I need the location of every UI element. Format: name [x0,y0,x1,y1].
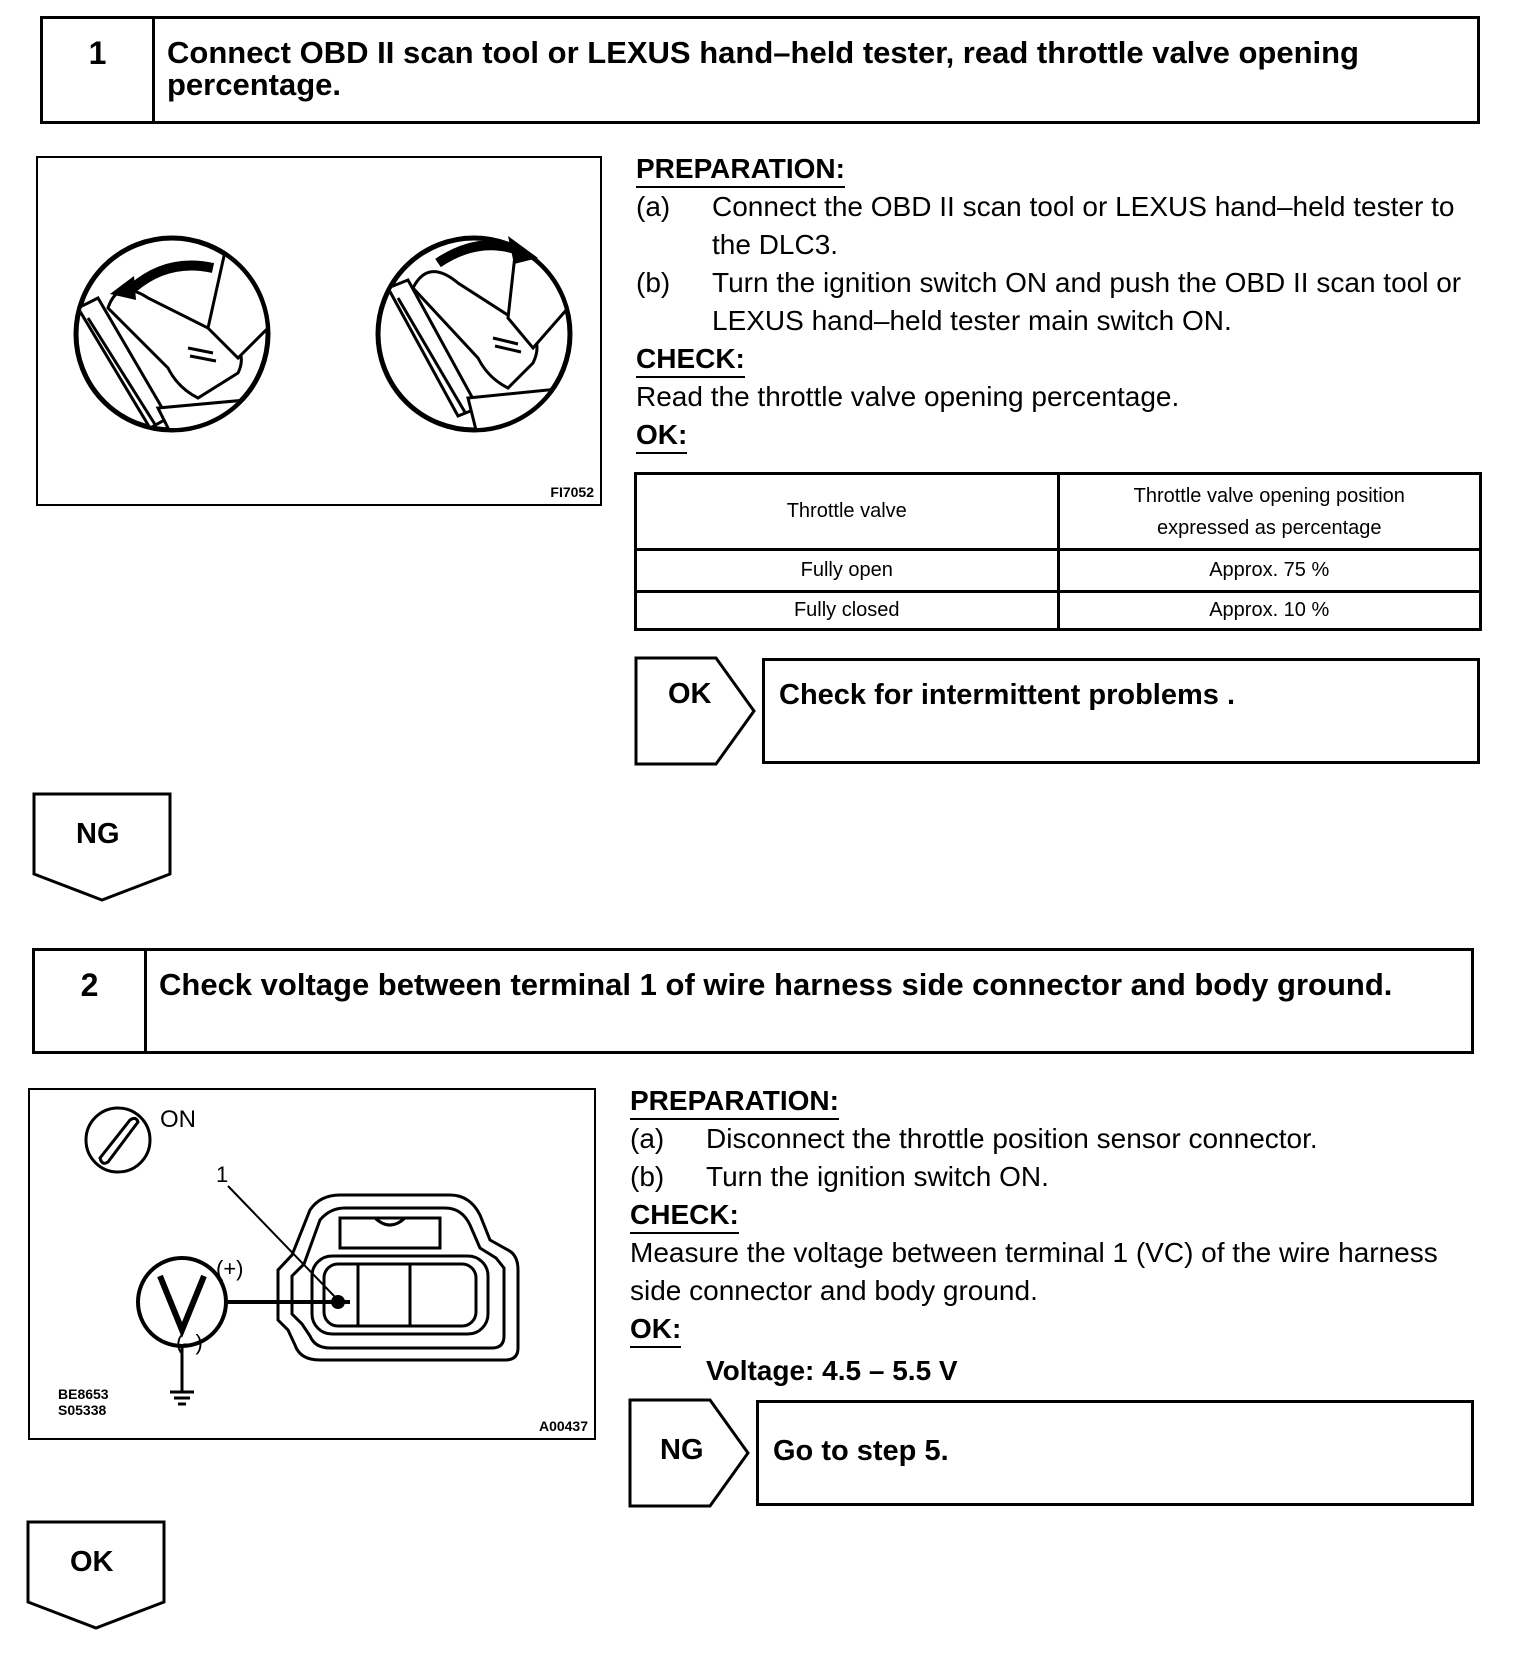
step-2-header [32,948,1474,1054]
preparation-heading: PREPARATION: [636,152,845,188]
pedal-pressed-drawing [378,228,578,438]
pedal-illustration [38,158,600,504]
step-2-instructions [630,1082,1480,1390]
table-header-cell: Throttle valve [636,474,1059,550]
voltage-check-figure [28,1088,596,1440]
table-cell: Fully closed [636,592,1059,630]
table-cell: Approx. 10 % [1058,592,1481,630]
terminal-leader-line [228,1186,336,1298]
figure-code: A00437 [538,1418,588,1434]
table-row [636,592,1481,630]
preparation-heading: PREPARATION: [630,1084,839,1120]
check-heading: CHECK: [630,1198,739,1234]
ignition-switch-icon [86,1108,150,1172]
figure-code: S05338 [58,1402,107,1418]
ok-result-box: Check for intermittent problems . [762,658,1480,764]
prep-label: (a) [630,1123,665,1154]
prep-item-a [636,188,1486,264]
ok-tag-label: OK [668,678,712,710]
check-text: Read the throttle valve opening percentage. [636,381,1180,412]
table-header-cell: Throttle valve opening position expressed as percentage [1058,474,1481,550]
check-text: Measure the voltage between terminal 1 (VC) of the wire harness side connector and body ground. [630,1237,1438,1306]
ng-result-box: Go to step 5. [756,1400,1474,1506]
step-title: Connect OBD II scan tool or LEXUS hand–held tester, read throttle valve opening percentage. [167,35,1359,102]
step-title: Check voltage between terminal 1 of wire harness side connector and body ground. [159,967,1393,1002]
ok-tag-label: OK [70,1546,114,1578]
step-1-instructions [636,150,1486,454]
check-heading: CHECK: [636,342,745,378]
table-cell: Fully open [636,550,1059,592]
table-row [636,550,1481,592]
prep-text: Disconnect the throttle position sensor connector. [706,1123,1318,1154]
sensor-connector-drawing [278,1195,518,1360]
prep-text: Turn the ignition switch ON. [706,1161,1049,1192]
prep-item-b [630,1158,1480,1196]
prep-label: (b) [630,1161,665,1192]
pedal-released-drawing [76,238,288,448]
figure-code: FI7052 [550,484,594,500]
connector-illustration [30,1090,594,1438]
terminal-label: 1 [216,1162,229,1187]
ignition-on-label: ON [160,1106,196,1133]
positive-label: (+) [216,1256,244,1281]
terminal-1-dot [331,1295,345,1309]
step-number: 2 [35,951,147,1051]
table-cell: Approx. 75 % [1058,550,1481,592]
figure-code: BE8653 [58,1386,109,1402]
step-1-header [40,16,1480,124]
ok-heading: OK: [630,1312,681,1348]
prep-label: (b) [636,267,671,298]
table-header-row [636,474,1481,550]
prep-label: (a) [636,191,671,222]
prep-text: Turn the ignition switch ON and push the OBD II scan tool or LEXUS hand–held tester main switch ON. [712,267,1462,336]
ok-arrow-tag [634,656,760,766]
prep-item-b [636,264,1486,340]
ng-tag-label: NG [76,818,120,850]
voltage-spec: Voltage: 4.5 – 5.5 V [706,1355,958,1386]
step-number: 1 [43,19,155,121]
ng-tag-label: NG [660,1434,704,1466]
prep-item-a [630,1120,1480,1158]
ok-heading: OK: [636,418,687,454]
throttle-spec-table [634,472,1482,631]
negative-label: (–) [176,1330,203,1355]
prep-text: Connect the OBD II scan tool or LEXUS hand–held tester to the DLC3. [712,191,1455,260]
throttle-pedal-figure [36,156,602,506]
